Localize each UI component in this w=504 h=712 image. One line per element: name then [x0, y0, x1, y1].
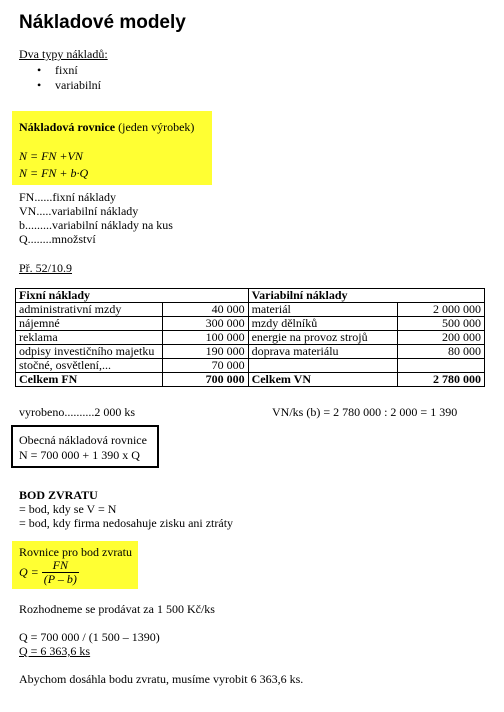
table-row: [16, 331, 485, 345]
cost-equation-box: [12, 111, 212, 185]
fixed-costs-header: Fixní náklady: [16, 289, 249, 303]
table-cell: energie na provoz strojů: [248, 331, 398, 345]
calculation-result: Q = 6 363,6 ks: [19, 644, 91, 658]
table-cell: odpisy investičního majetku: [16, 345, 163, 359]
equation-1: N = FN +VN: [19, 149, 83, 163]
general-equation-heading: Obecná nákladová rovnice: [19, 433, 147, 447]
table-row: [16, 317, 485, 331]
legend-line: Q........množství: [19, 232, 96, 246]
total-variable-label: Celkem VN: [248, 373, 398, 387]
breakeven-section: [19, 488, 233, 530]
intro-heading: Dva typy nákladů:: [19, 47, 108, 61]
calculation-line-1: Q = 700 000 / (1 500 – 1390): [19, 630, 160, 644]
intro-section: [19, 47, 108, 93]
table-cell: reklama: [16, 331, 163, 345]
legend-line: VN.....variabilní náklady: [19, 204, 139, 218]
general-equation: N = 700 000 + 1 390 x Q: [19, 448, 140, 462]
table-cell: 2 000 000: [398, 303, 485, 317]
breakeven-definition-1: = bod, kdy se V = N: [19, 502, 117, 516]
formula-lhs: Q =: [19, 565, 39, 579]
breakeven-heading: BOD ZVRATU: [19, 488, 98, 502]
table-cell: 200 000: [398, 331, 485, 345]
variable-costs-header: Variabilní náklady: [248, 289, 484, 303]
table-cell: 190 000: [162, 345, 248, 359]
table-cell: 70 000: [162, 359, 248, 373]
table-cell: materiál: [248, 303, 398, 317]
conclusion: Abychom dosáhla bodu zvratu, musíme vyrobit 6 363,6 ks.: [19, 672, 304, 686]
table-cell: 40 000: [162, 303, 248, 317]
general-equation-box: [11, 425, 159, 468]
table-cell: administrativní mzdy: [16, 303, 163, 317]
cost-equation-heading-rest: (jeden výrobek): [115, 120, 195, 134]
table-row: [16, 303, 485, 317]
table-row: [16, 345, 485, 359]
table-cell: doprava materiálu: [248, 345, 398, 359]
legend-line: b.........variabilní náklady na kus: [19, 218, 173, 232]
list-item: • variabilní: [37, 78, 108, 93]
total-fixed-value: 700 000: [162, 373, 248, 387]
cost-table: [15, 288, 485, 387]
formula-denominator: (P – b): [43, 572, 77, 586]
formula-fraction: [42, 559, 79, 586]
table-cell: 500 000: [398, 317, 485, 331]
table-cell: [248, 359, 398, 373]
total-variable-value: 2 780 000: [398, 373, 485, 387]
cost-equation-heading-bold: Nákladová rovnice: [19, 120, 116, 134]
total-fixed-label: Celkem FN: [16, 373, 163, 387]
breakeven-equation-heading: Rovnice pro bod zvratu: [19, 545, 132, 559]
table-cell: mzdy dělníků: [248, 317, 398, 331]
produced-quantity: vyrobeno..........2 000 ks: [19, 405, 135, 419]
breakeven-definition-2: = bod, kdy firma nedosahuje zisku ani ztráty: [19, 516, 234, 530]
list-item: • fixní: [37, 63, 108, 78]
formula-numerator: FN: [42, 559, 79, 573]
example-reference: Př. 52/10.9: [19, 261, 73, 275]
table-total-row: [16, 373, 485, 387]
cost-equation-heading: [19, 120, 194, 134]
cost-type-list: [37, 63, 108, 93]
legend-line: FN......fixní náklady: [19, 190, 116, 204]
breakeven-formula: [19, 559, 79, 586]
page-title: Nákladové modely: [19, 12, 186, 33]
table-cell: nájemné: [16, 317, 163, 331]
table-header-row: [16, 289, 485, 303]
table-cell: stočné, osvětlení,...: [16, 359, 163, 373]
variable-cost-per-piece: VN/ks (b) = 2 780 000 : 2 000 = 1 390: [272, 405, 458, 419]
equation-2: N = FN + b·Q: [19, 166, 89, 180]
breakeven-equation-box: [12, 541, 138, 589]
symbol-legend: [19, 190, 173, 246]
table-cell: 100 000: [162, 331, 248, 345]
table-cell: 80 000: [398, 345, 485, 359]
price-statement: Rozhodneme se prodávat za 1 500 Kč/ks: [19, 602, 215, 616]
table-cell: 300 000: [162, 317, 248, 331]
table-row: [16, 359, 485, 373]
table-cell: [398, 359, 485, 373]
